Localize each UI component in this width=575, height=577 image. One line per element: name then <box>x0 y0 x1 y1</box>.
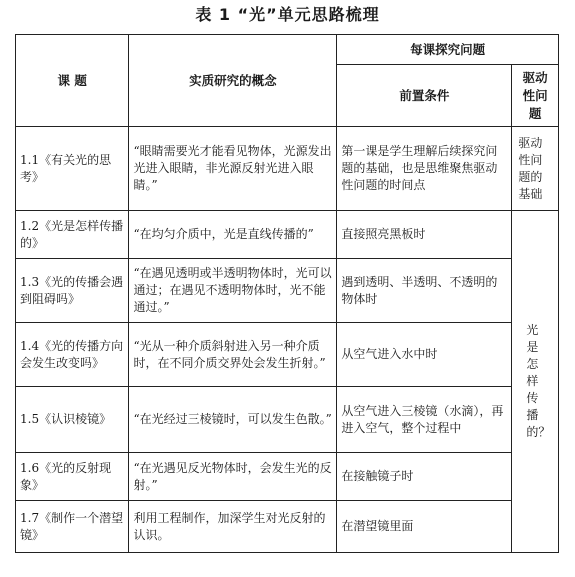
concept-cell: “在均匀介质中，光是直线传播的” <box>129 211 337 259</box>
concept-cell: “光从一种介质斜射进入另一种介质时，在不同介质交界处会发生折射。” <box>129 323 337 387</box>
precondition-cell: 第一课是学生理解后续探究问题的基础，也是思维聚焦驱动性问题的时间点 <box>337 127 512 211</box>
merged-driving-question: 光是怎样传播的？ <box>526 323 551 439</box>
header-driving-question: 驱动性问题 <box>512 65 559 127</box>
unit-outline-table <box>15 34 559 553</box>
table-row <box>16 323 559 387</box>
driving-cell: 驱动性问题的基础 <box>512 127 559 211</box>
header-inquiry-group: 每课探究问题 <box>337 35 559 65</box>
concept-cell: “在遇见透明或半透明物体时，光可以通过；在遇见不透明物体时，光不能通过。” <box>129 259 337 323</box>
merged-driving-question-cell <box>512 211 559 553</box>
concept-cell: “在光遇见反光物体时，会发生光的反射。” <box>129 453 337 501</box>
concept-cell: “在光经过三棱镜时，可以发生色散。” <box>129 387 337 453</box>
header-topic: 课 题 <box>16 35 129 127</box>
header-precondition: 前置条件 <box>337 65 512 127</box>
topic-cell: 1.2《光是怎样传播的》 <box>16 211 129 259</box>
precondition-cell: 遇到透明、半透明、不透明的物体时 <box>337 259 512 323</box>
topic-cell: 1.5《认识棱镜》 <box>16 387 129 453</box>
table-row <box>16 453 559 501</box>
table-row <box>16 211 559 259</box>
table-row <box>16 259 559 323</box>
topic-cell: 1.4《光的传播方向会发生改变吗》 <box>16 323 129 387</box>
precondition-cell: 在潜望镜里面 <box>337 501 512 553</box>
topic-cell: 1.1《有关光的思考》 <box>16 127 129 211</box>
header-concept: 实质研究的概念 <box>129 35 337 127</box>
table-row <box>16 387 559 453</box>
table-row <box>16 501 559 553</box>
table-row <box>16 127 559 211</box>
topic-cell: 1.7《制作一个潜望镜》 <box>16 501 129 553</box>
precondition-cell: 从空气进入三棱镜（水滴），再进入空气，整个过程中 <box>337 387 512 453</box>
precondition-cell: 从空气进入水中时 <box>337 323 512 387</box>
topic-cell: 1.3《光的传播会遇到阻碍吗》 <box>16 259 129 323</box>
precondition-cell: 直接照亮黑板时 <box>337 211 512 259</box>
table-title: 表 1 “光”单元思路梳理 <box>195 5 380 24</box>
topic-cell: 1.6《光的反射现象》 <box>16 453 129 501</box>
concept-cell: 利用工程制作，加深学生对光反射的认识。 <box>129 501 337 553</box>
concept-cell: “眼睛需要光才能看见物体，光源发出光进入眼睛，非光源反射光进入眼睛。” <box>129 127 337 211</box>
precondition-cell: 在接触镜子时 <box>337 453 512 501</box>
